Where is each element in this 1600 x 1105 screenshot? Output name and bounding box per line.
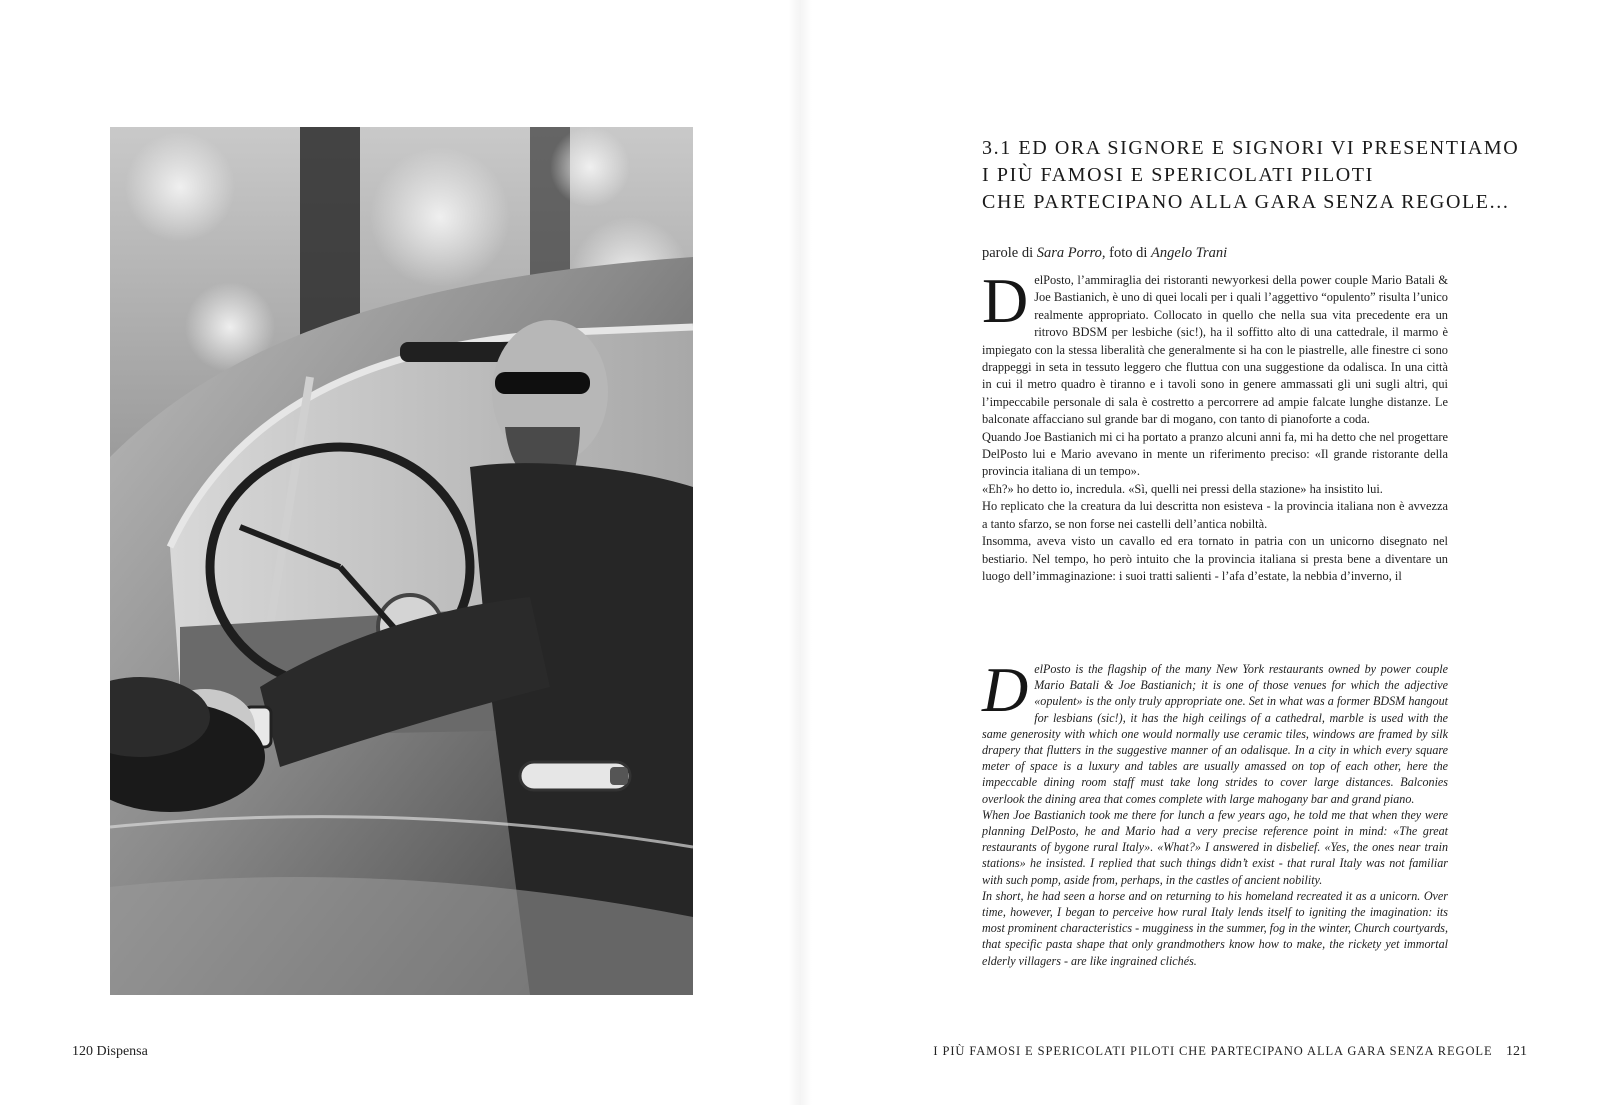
- paragraph: [982, 654, 1448, 807]
- paragraph: «Eh?» ho detto io, incredula. «Sì, quelli nei pressi della stazione» ha insistito lui.: [982, 481, 1383, 496]
- article-byline: [982, 245, 1502, 262]
- page-number-right: 121: [1506, 1044, 1527, 1059]
- article-title-line: CHE PARTECIPANO ALLA GARA SENZA REGOLE...: [982, 191, 1510, 213]
- page-number-left: 120: [72, 1044, 93, 1059]
- paragraph-text: elPosto is the flagship of the many New York restaurants owned by power couple Mario Batali & Joe Bastianich; it is one of those venues for which the adjective «opulent» is the only truly appropriate one. Set in what was a former BDSM hangout for lesbians (sic!), it has the high ceilings of a cathedral, marble is used with the same generosity with which one would normally use ceramic tiles, windows are framed by silk drapery that flutters in the suggestive manner of an odalisque. In a city in which every square meter of space is a luxury and tables are usually amassed on top of each other, here the impeccable dining room staff must take long strides to cover large distances. Balconies overlook the dining area that comes complete with large mahogany bar and grand piano.: [982, 662, 1448, 806]
- footer-left: [72, 1044, 148, 1060]
- running-head: I PIÙ FAMOSI E SPERICOLATI PILOTI CHE PARTECIPANO ALLA GARA SENZA REGOLE: [933, 1044, 1493, 1058]
- paragraph: Quando Joe Bastianich mi ci ha portato a pranzo alcuni anni fa, mi ha detto che nel progettare DelPosto lui e Mario avevano in mente un riferimento preciso: «Il grande ristorante della provincia italiana di un tempo».: [982, 429, 1448, 479]
- paragraph: In short, he had seen a horse and on returning to his homeland recreated it as a unicorn. Over time, however, I began to perceive how rural Italy lends itself to igniting the imagination: its most prominent characteristics - mugginess in the summer, fog in the winter, Church courtyards, that specific pasta shape that only grandmothers know how to make, the rickety yet immortal elderly villagers - are like ingrained clichés.: [982, 888, 1448, 968]
- byline-photographer: Angelo Trani: [1151, 245, 1228, 261]
- byline-author: Sara Porro: [1036, 245, 1102, 261]
- photo-illustration: [110, 127, 693, 995]
- magazine-name: Dispensa: [96, 1044, 148, 1059]
- paragraph: Ho replicato che la creatura da lui descritta non esisteva - la provincia italiana non è avvezza a tanto sfarzo, se non forse nei castelli dell’antica nobiltà.: [982, 499, 1448, 531]
- byline-words-prefix: parole di: [982, 245, 1037, 261]
- article-title: [982, 135, 1522, 216]
- paragraph-text: elPosto, l’ammiraglia dei ristoranti newyorkesi della power couple Mario Batali & Joe Bastianich, è uno di quei locali per i quali l’aggettivo “opulento” risulta l’unico realmente appropriato. Collocato in quello che nella sua vita precedente era un ritrovo BDSM per lesbiche (sic!), ha il soffitto alto di una cattedrale, il marmo è impiegato con la stessa liberalità che generalmente si ha con le piastrelle, alle finestre ci sono drappeggi in seta in tessuto leggero che fluttua con una suggestione da odalisca. In una città in cui il metro quadro è tiranno e i tavoli sono in genere ammassati gli uni sugli altri, qui l’impeccabile personale di sala è costretto a percorrere ad ampie falcate lunghe distanze. Le balconate affacciano sul grande bar di mogano, con tanto di pianoforte a coda.: [982, 273, 1448, 427]
- paragraph: [982, 265, 1448, 429]
- drop-cap: D: [982, 265, 1029, 336]
- page-gutter: [788, 0, 812, 1105]
- body-text-english: [982, 654, 1448, 1001]
- byline-photo-prefix: , foto di: [1101, 245, 1152, 261]
- body-text-italian: [982, 265, 1448, 637]
- drop-cap: D: [982, 654, 1029, 725]
- article-title-line: I PIÙ FAMOSI E SPERICOLATI PILOTI: [982, 164, 1374, 186]
- photo-man-in-vintage-car: [110, 127, 693, 995]
- paragraph: When Joe Bastianich took me there for lunch a few years ago, he told me that when they were planning DelPosto, he and Mario had a very precise reference point in mind: «The great restaurants of bygone rural Italy». «What?» I answered in disbelief. «Yes, the ones near train stations» he insisted. I replied that such things didn’t exist - that rural Italy was not familiar with such pomp, aside from, perhaps, in the castles of ancient nobility.: [982, 807, 1448, 887]
- article-title-line: 3.1 ED ORA SIGNORE E SIGNORI VI PRESENTIAMO: [982, 137, 1520, 159]
- paragraph: Insomma, aveva visto un cavallo ed era tornato in patria con un unicorno disegnato nel bestiario. Nel tempo, ho però intuito che la provincia italiana si presta bene a diventare un luogo dell’immaginazione: i suoi tratti salienti - l’afa d’estate, la nebbia d’inverno, il: [982, 534, 1448, 583]
- footer-right: [933, 1044, 1527, 1060]
